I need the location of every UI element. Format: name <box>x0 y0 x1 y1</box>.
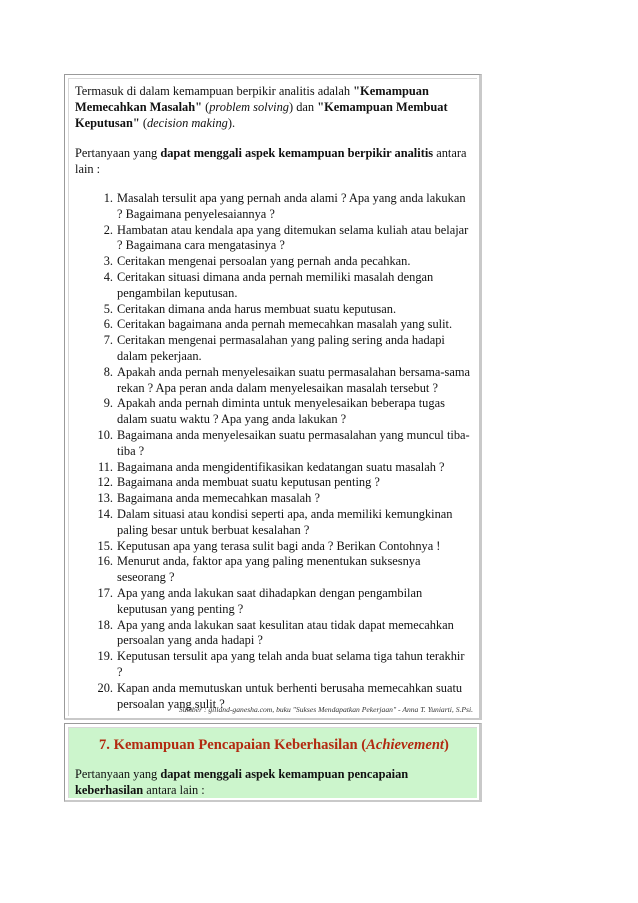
intro-text-4: ( <box>139 116 147 130</box>
question-list <box>69 191 471 712</box>
list-item <box>69 302 471 318</box>
list-item-text: Apa yang anda lakukan saat dihadapkan dengan pengambilan keputusan yang penting ? <box>117 585 423 616</box>
list-item-number: 6. <box>103 317 113 332</box>
intro-paragraph <box>75 83 473 131</box>
intro-text-2: ( <box>202 100 210 114</box>
source-citation: Sumber : gilland-ganesha.com, buku "Sukses Mendapatkan Pekerjaan" - Anna T. Yuniarti, S.Psi. <box>178 705 473 714</box>
list-item-text: Menurut anda, faktor apa yang paling menentukan suksesnya seseorang ? <box>117 554 421 585</box>
list-item-number: 14. <box>97 506 113 521</box>
list-item <box>69 254 471 270</box>
list-item-text: Apakah anda pernah menyelesaikan suatu permasalahan bersama-sama rekan ? Apa peran anda dalam menyelesaikan masalah tersebut ? <box>117 364 470 395</box>
achievement-intro-text-1: Pertanyaan yang <box>75 767 161 781</box>
question-intro-text-1: Pertanyaan yang <box>75 146 161 160</box>
list-item <box>69 618 471 650</box>
question-intro-bold: dapat menggali aspek kemampuan berpikir analitis <box>160 146 434 160</box>
list-item <box>69 223 471 255</box>
list-item <box>69 460 471 476</box>
list-item-number: 5. <box>103 301 113 316</box>
section-title-italic: Achievement <box>366 737 444 753</box>
section-title <box>99 737 449 754</box>
achievement-intro-bold: dapat menggali aspek kemampuan pencapaian keberhasilan <box>75 767 409 797</box>
list-item-number: 4. <box>103 269 113 284</box>
list-item-number: 18. <box>97 617 113 632</box>
achievement-section-box <box>64 723 482 802</box>
list-item-number: 9. <box>103 396 113 411</box>
achievement-question-intro <box>75 766 473 798</box>
list-item <box>69 539 471 555</box>
list-item-number: 1. <box>103 191 113 205</box>
section-title-main: 7. Kemampuan Pencapaian Keberhasilan ( <box>99 737 367 753</box>
list-item <box>69 507 471 539</box>
list-item-number: 8. <box>103 364 113 379</box>
list-item-text: Bagaimana anda menyelesaikan suatu permasalahan yang muncul tiba-tiba ? <box>117 427 470 458</box>
list-item-text: Hambatan atau kendala apa yang ditemukan selama kuliah atau belajar ? Bagaimana cara mengatasinya ? <box>117 222 469 253</box>
question-intro-text-2: antara lain : <box>75 146 467 176</box>
list-item-text: Keputusan tersulit apa yang telah anda buat selama tiga tahun terakhir ? <box>117 649 465 679</box>
intro-term-decision-making-en: decision making <box>146 116 228 130</box>
list-item-text: Ceritakan mengenai persoalan yang pernah anda pecahkan. <box>117 254 411 269</box>
intro-term-problem-solving: "Kemampuan Memecahkan Masalah" <box>75 84 429 114</box>
list-item <box>69 333 471 365</box>
list-item <box>69 191 471 223</box>
list-item-text: Apa yang anda lakukan saat kesulitan atau tidak dapat memecahkan persoalan yang anda hadapi ? <box>117 617 454 648</box>
list-item-text: Ceritakan mengenai permasalahan yang paling sering anda hadapi dalam pekerjaan. <box>117 333 445 363</box>
list-item <box>69 317 471 333</box>
intro-text-1: Termasuk di dalam kemampuan berpikir analitis adalah <box>75 84 354 98</box>
list-item <box>69 475 471 491</box>
list-item-text: Kapan anda memutuskan untuk berhenti berusaha memecahkan suatu persoalan yang sulit ? <box>117 680 463 711</box>
list-item-text: Ceritakan dimana anda harus membuat suatu keputusan. <box>117 301 397 316</box>
intro-text-5: ). <box>227 116 236 130</box>
list-item-text: Bagaimana anda memecahkan masalah ? <box>117 491 320 506</box>
list-item-text: Keputusan apa yang terasa sulit bagi anda ? Berikan Contohnya ! <box>117 538 441 553</box>
list-item-number: 15. <box>97 538 113 553</box>
list-item <box>69 586 471 618</box>
list-item-number: 19. <box>97 649 113 664</box>
list-item <box>69 365 471 397</box>
list-item <box>69 270 471 302</box>
list-item-number: 3. <box>103 254 113 269</box>
list-item-text: Ceritakan situasi dimana anda pernah memiliki masalah dengan pengambilan keputusan. <box>117 269 434 300</box>
list-item-number: 16. <box>97 554 113 569</box>
list-item-text: Ceritakan bagaimana anda pernah memecahkan masalah yang sulit. <box>117 317 453 332</box>
list-item <box>69 649 471 681</box>
intro-term-decision-making: "Kemampuan Membuat Keputusan" <box>75 100 448 130</box>
analytical-thinking-box <box>64 74 482 720</box>
list-item-number: 11. <box>97 459 113 474</box>
list-item-number: 20. <box>97 680 113 695</box>
list-item-text: Masalah tersulit apa yang pernah anda alami ? Apa yang anda lakukan ? Bagaimana penyelesaiannya ? <box>117 191 466 221</box>
list-item <box>69 491 471 507</box>
list-item <box>69 396 471 428</box>
list-item <box>69 428 471 460</box>
list-item-text: Dalam situasi atau kondisi seperti apa, anda memiliki kemungkinan paling besar untuk berbuat kesalahan ? <box>117 506 453 537</box>
list-item <box>69 554 471 586</box>
list-item-number: 12. <box>97 475 113 490</box>
question-intro-paragraph <box>75 145 473 177</box>
list-item-number: 2. <box>103 222 113 237</box>
list-item-number: 7. <box>103 333 113 348</box>
list-item-number: 13. <box>97 491 113 506</box>
list-item-number: 17. <box>97 585 113 600</box>
intro-text-3: ) dan <box>288 100 318 114</box>
list-item-number: 10. <box>97 427 113 442</box>
achievement-intro-text-2: antara lain : <box>143 783 205 797</box>
list-item-text: Apakah anda pernah diminta untuk menyelesaikan beberapa tugas dalam suatu waktu ? Apa yang anda lakukan ? <box>117 396 445 427</box>
intro-term-problem-solving-en: problem solving <box>209 100 289 114</box>
analytical-thinking-box-inner <box>68 78 477 716</box>
list-item-text: Bagaimana anda membuat suatu keputusan penting ? <box>117 475 380 490</box>
list-item-text: Bagaimana anda mengidentifikasikan kedatangan suatu masalah ? <box>117 459 445 474</box>
section-title-end: ) <box>444 737 449 753</box>
achievement-section-inner <box>68 727 477 798</box>
